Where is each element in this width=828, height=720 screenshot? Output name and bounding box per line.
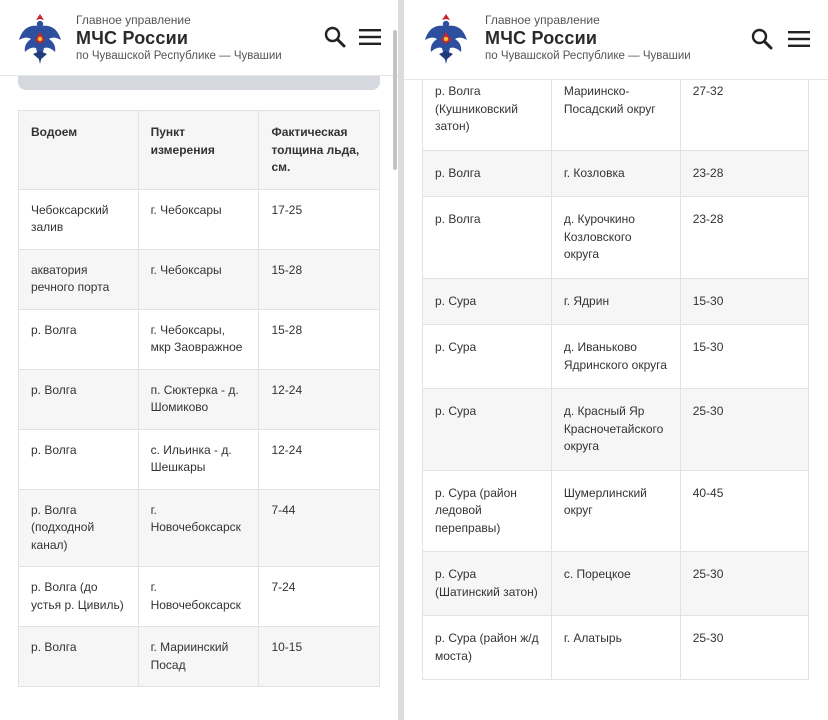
table-row	[19, 309, 380, 369]
cell-point: Мариинско-Посадский округ	[551, 80, 680, 150]
org-region: по Чувашской Республике — Чувашии	[76, 50, 282, 62]
cell-point: г. Новочебоксарск	[138, 489, 259, 567]
right-screen	[404, 0, 828, 720]
ice-thickness-table-continued	[422, 80, 809, 680]
cell-waterbody: р. Волга	[19, 369, 139, 429]
org-name[interactable]: МЧС России	[485, 28, 598, 48]
cell-thickness: 23-28	[680, 150, 808, 197]
hamburger-menu-icon[interactable]	[786, 26, 812, 52]
cell-thickness: 12-24	[259, 369, 380, 429]
cell-point: г. Чебоксары	[138, 249, 259, 309]
mchs-emblem-logo[interactable]	[16, 10, 64, 68]
cell-point: г. Алатырь	[551, 616, 680, 680]
cell-point: г. Козловка	[551, 150, 680, 197]
cell-thickness: 10-15	[259, 627, 380, 687]
table-row	[19, 429, 380, 489]
table-row	[19, 627, 380, 687]
cell-thickness: 15-30	[680, 325, 808, 389]
table-row	[423, 150, 809, 197]
table-row	[423, 278, 809, 325]
org-name[interactable]: МЧС России	[76, 28, 189, 48]
cell-thickness: 15-28	[259, 309, 380, 369]
page-content	[404, 80, 828, 720]
page-content	[0, 76, 398, 720]
org-line-1: Главное управление	[76, 13, 191, 27]
cell-waterbody: р. Сура (район ж/д моста)	[423, 616, 552, 680]
column-header-waterbody: Водоем	[19, 111, 139, 190]
cell-waterbody: р. Сура	[423, 278, 552, 325]
table-row	[19, 369, 380, 429]
cell-point: г. Чебоксары, мкр Заовражное	[138, 309, 259, 369]
cell-waterbody: акватория речного порта	[19, 249, 139, 309]
column-header-point: Пункт измерения	[138, 111, 259, 190]
left-screen	[0, 0, 398, 720]
cell-thickness: 25-30	[680, 389, 808, 471]
table-row	[423, 325, 809, 389]
search-icon[interactable]	[322, 24, 348, 50]
cell-point: г. Чебоксары	[138, 189, 259, 249]
cell-thickness: 15-28	[259, 249, 380, 309]
ice-thickness-table	[18, 110, 380, 687]
cell-point: д. Курочкино Козловского округа	[551, 197, 680, 279]
cell-thickness: 12-24	[259, 429, 380, 489]
cell-point: с. Порецкое	[551, 552, 680, 616]
search-icon[interactable]	[749, 26, 775, 52]
cell-thickness: 15-30	[680, 278, 808, 325]
cell-waterbody: р. Сура	[423, 389, 552, 471]
cell-waterbody: р. Сура	[423, 325, 552, 389]
cell-point: г. Мариинский Посад	[138, 627, 259, 687]
table-row	[423, 197, 809, 279]
cell-waterbody: Чебоксарский залив	[19, 189, 139, 249]
table-row	[19, 567, 380, 627]
cell-waterbody: р. Сура (Шатинский затон)	[423, 552, 552, 616]
org-line-1: Главное управление	[485, 13, 600, 27]
scrollbar-thumb[interactable]	[393, 30, 397, 170]
cell-waterbody: р. Волга	[423, 197, 552, 279]
cell-point: д. Иваньково Ядринского округа	[551, 325, 680, 389]
cell-thickness: 7-24	[259, 567, 380, 627]
mchs-emblem-logo[interactable]	[422, 10, 470, 68]
cell-waterbody: р. Волга	[19, 627, 139, 687]
org-region: по Чувашской Республике — Чувашии	[485, 50, 691, 62]
site-header	[404, 0, 828, 80]
table-row	[423, 470, 809, 552]
table-row	[423, 80, 809, 150]
table-row	[423, 552, 809, 616]
cell-thickness: 27-32	[680, 80, 808, 150]
site-header	[0, 0, 398, 76]
table-row	[423, 616, 809, 680]
cell-waterbody: р. Волга (Кушниковский затон)	[423, 80, 552, 150]
table-row	[19, 249, 380, 309]
table-row	[19, 189, 380, 249]
cell-waterbody: р. Волга	[423, 150, 552, 197]
cell-waterbody: р. Волга	[19, 309, 139, 369]
cell-waterbody: р. Сура (район ледовой переправы)	[423, 470, 552, 552]
cell-point: Шумерлинский округ	[551, 470, 680, 552]
column-header-thickness: Фактическая толщина льда, см.	[259, 111, 380, 190]
cell-thickness: 7-44	[259, 489, 380, 567]
cell-waterbody: р. Волга (до устья р. Цивиль)	[19, 567, 139, 627]
cell-thickness: 25-30	[680, 552, 808, 616]
table-row	[19, 489, 380, 567]
cell-thickness: 40-45	[680, 470, 808, 552]
cell-thickness: 25-30	[680, 616, 808, 680]
hamburger-menu-icon[interactable]	[357, 24, 383, 50]
cell-waterbody: р. Волга (подходной канал)	[19, 489, 139, 567]
cell-point: д. Красный Яр Красночетайского округа	[551, 389, 680, 471]
cell-thickness: 23-28	[680, 197, 808, 279]
cell-waterbody: р. Волга	[19, 429, 139, 489]
cell-point: г. Ядрин	[551, 278, 680, 325]
cell-thickness: 17-25	[259, 189, 380, 249]
cell-point: п. Сюктерка - д. Шомиково	[138, 369, 259, 429]
collapsed-block	[18, 76, 380, 90]
table-row	[423, 389, 809, 471]
cell-point: г. Новочебоксарск	[138, 567, 259, 627]
cell-point: с. Ильинка - д. Шешкары	[138, 429, 259, 489]
